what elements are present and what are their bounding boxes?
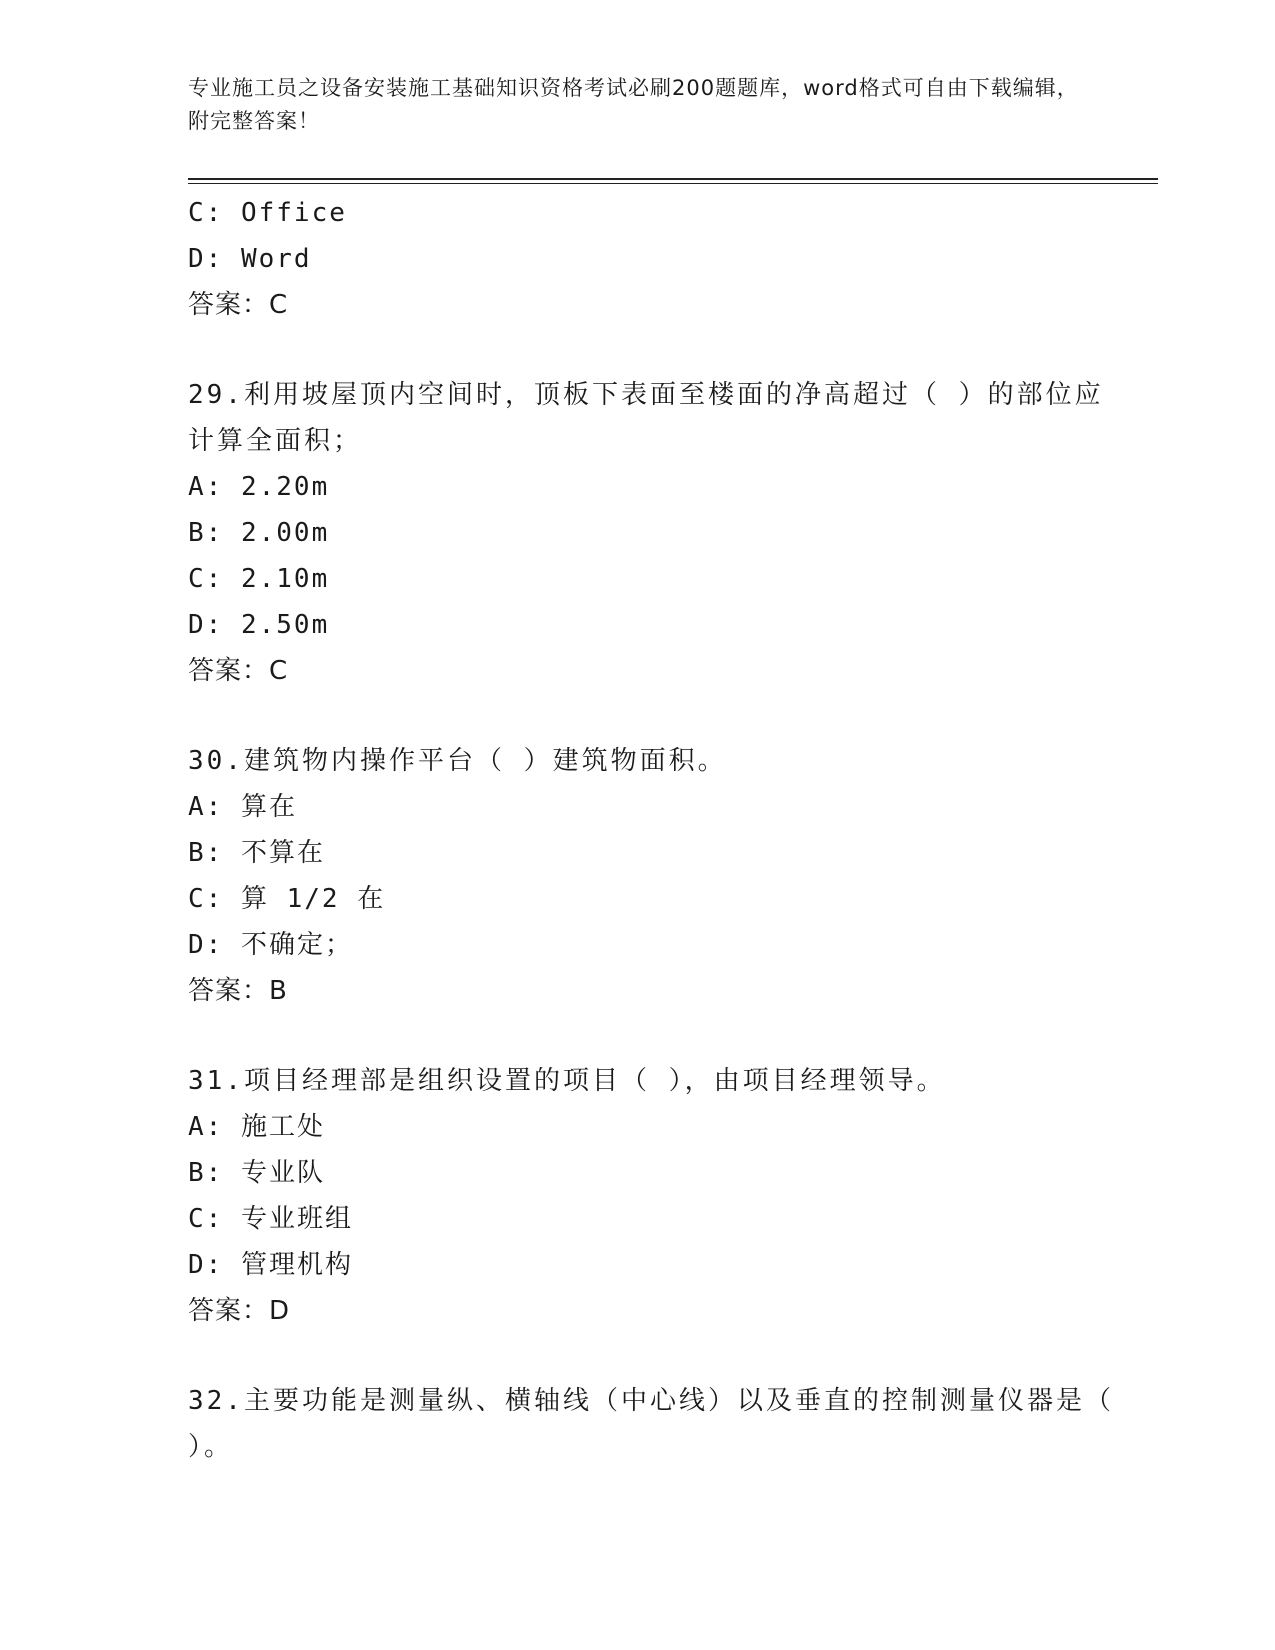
question-content: [188, 190, 1118, 1470]
answer: 答案：C: [188, 290, 289, 320]
option-a: A: 2.20m: [188, 472, 330, 502]
answer: 答案：D: [188, 1296, 291, 1326]
document-header: 专业施工员之设备安装施工基础知识资格考试必刷200题题库，word格式可自由下载编辑，附完整答案！: [188, 76, 1079, 133]
option-a: A: 算在: [188, 792, 297, 822]
question-stem: 30.建筑物内操作平台（ ）建筑物面积。: [188, 746, 727, 776]
option-d: D: 不确定；: [188, 930, 353, 960]
option-a: A: 施工处: [188, 1112, 325, 1142]
question-stem: 32.主要功能是测量纵、横轴线（中心线）以及垂直的控制测量仪器是（ ）。: [188, 1386, 1114, 1462]
option-b: B: 专业队: [188, 1158, 325, 1188]
answer: 答案：C: [188, 656, 289, 686]
header-divider-thin: [188, 183, 1158, 184]
option-b: B: 不算在: [188, 838, 325, 868]
answer: 答案：B: [188, 976, 288, 1006]
question-stem: 29.利用坡屋顶内空间时，顶板下表面至楼面的净高超过（ ）的部位应计算全面积；: [188, 380, 1104, 456]
option-c: C: 专业班组: [188, 1204, 353, 1234]
option-d: D: Word: [188, 244, 312, 274]
question-stem: 31.项目经理部是组织设置的项目（ ），由项目经理领导。: [188, 1066, 946, 1096]
option-c: C: 算 1/2 在: [188, 884, 386, 914]
option-b: B: 2.00m: [188, 518, 330, 548]
option-c: C: 2.10m: [188, 564, 330, 594]
option-c: C: Office: [188, 198, 347, 228]
header-divider-thick: [188, 178, 1158, 180]
option-d: D: 管理机构: [188, 1250, 353, 1280]
option-d: D: 2.50m: [188, 610, 330, 640]
